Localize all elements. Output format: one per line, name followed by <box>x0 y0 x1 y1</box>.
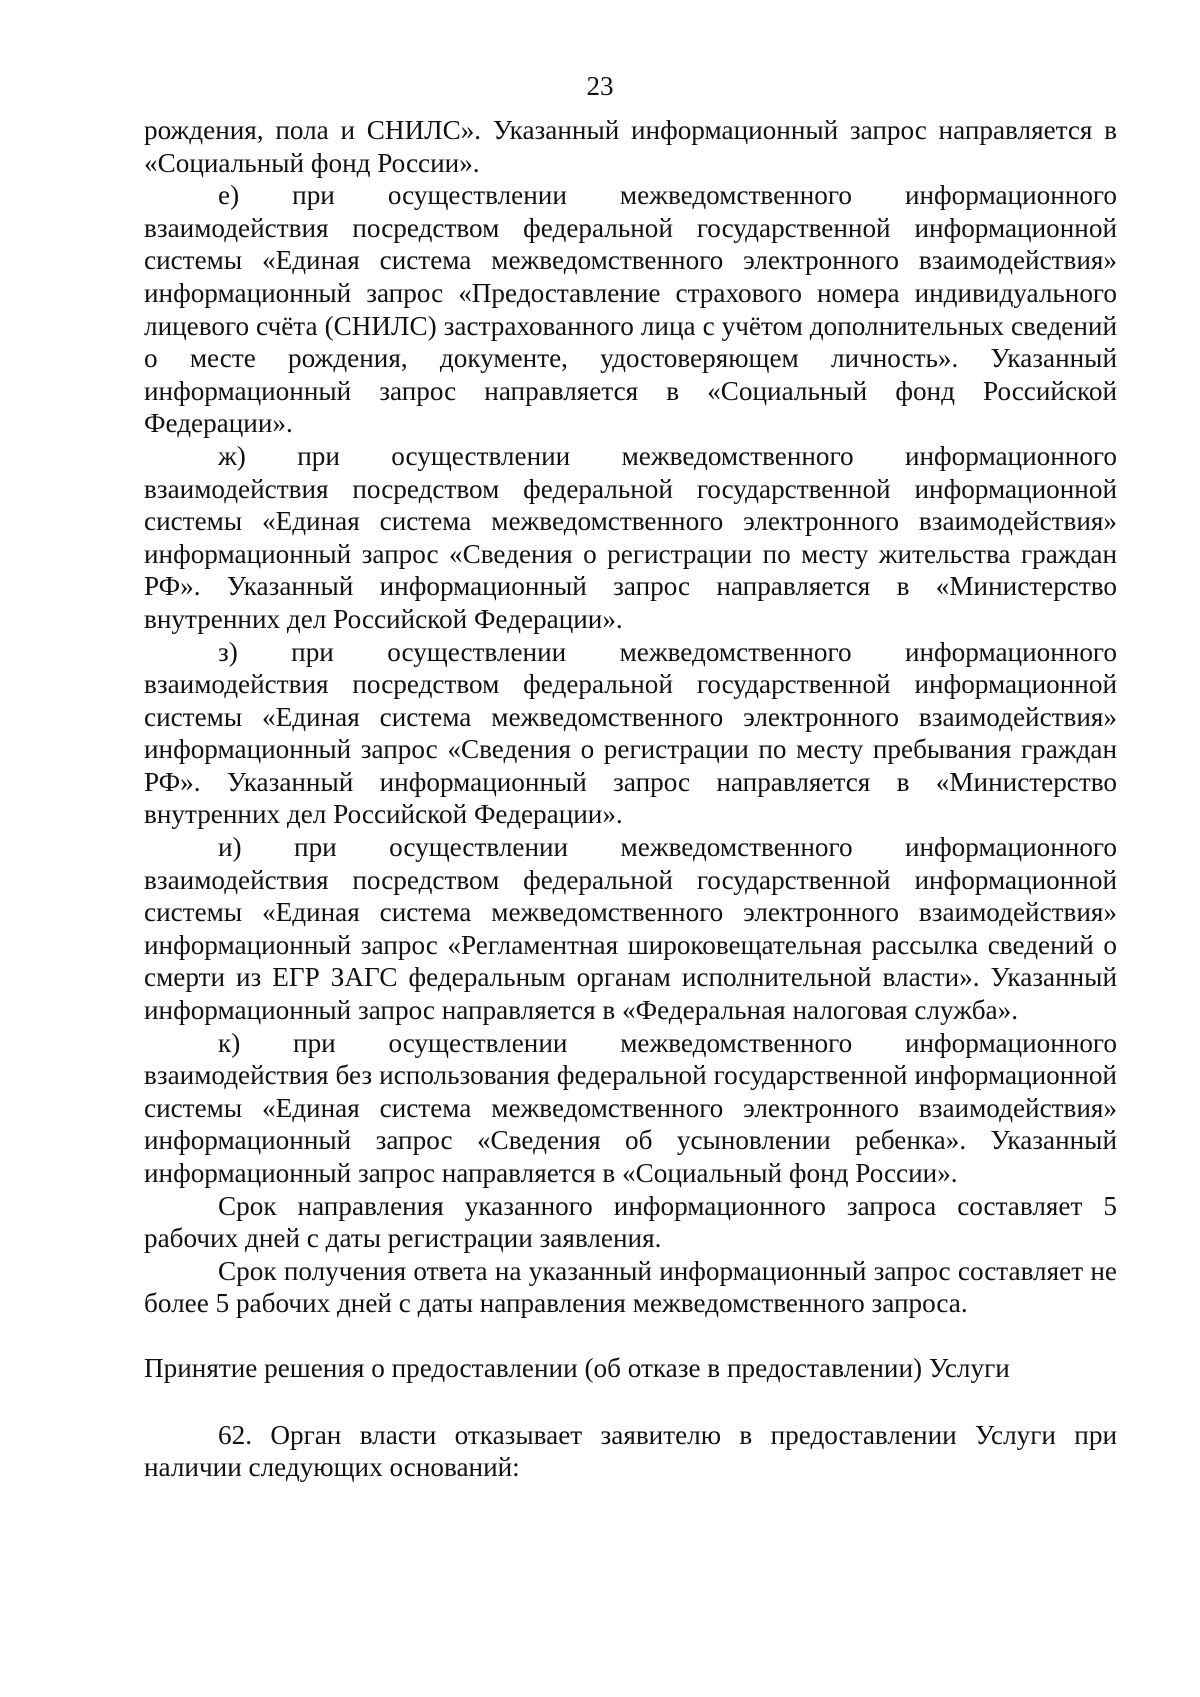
paragraph-item-zh: ж) при осуществлении межведомственного информационного взаимодействия посредством федеральной государственной информационной системы «Единая система межведомственного электронного взаимодействия» информационный запрос «Сведения о регистрации по месту жительства граждан РФ». Указанный информационный запрос направляется в «Министерство внутренних дел Российской Федерации». <box>144 440 1117 634</box>
paragraph-62: 62. Орган власти отказывает заявителю в предоставлении Услуги при наличии следующих оснований: <box>144 1419 1117 1483</box>
paragraph-request-deadline: Срок направления указанного информационного запроса составляет 5 рабочих дней с даты регистрации заявления. <box>144 1190 1117 1254</box>
section-heading: Принятие решения о предоставлении (об отказе в предоставлении) Услуги <box>144 1352 1010 1383</box>
paragraph-item-e: е) при осуществлении межведомственного информационного взаимодействия посредством федеральной государственной информационной системы «Единая система межведомственного электронного взаимодействия» информационный запрос «Предоставление страхового номера индивидуального лицевого счёта (СНИЛС) застрахованного лица с учётом дополнительных сведений о месте рождения, документе, удостоверяющем личность». Указанный информационный запрос направляется в «Социальный фонд Российской Федерации». <box>144 180 1117 439</box>
paragraph-continuation: рождения, пола и СНИЛС». Указанный информационный запрос направляется в «Социальный фонд России». <box>144 115 1117 178</box>
paragraph-item-k: к) при осуществлении межведомственного информационного взаимодействия без использования федеральной государственной информационной системы «Единая система межведомственного электронного взаимодействия» информационный запрос «Сведения об усыновлении ребенка». Указанный информационный запрос направляется в «Социальный фонд России». <box>144 1027 1117 1188</box>
paragraph-response-deadline: Срок получения ответа на указанный информационный запрос составляет не более 5 рабочих дней с даты направления межведомственного запроса. <box>144 1255 1117 1319</box>
page-number: 23 <box>586 71 614 101</box>
document-body <box>144 114 1117 1484</box>
paragraph-item-z: з) при осуществлении межведомственного информационного взаимодействия посредством федеральной государственной информационной системы «Единая система межведомственного электронного взаимодействия» информационный запрос «Сведения о регистрации по месту пребывания граждан РФ». Указанный информационный запрос направляется в «Министерство внутренних дел Российской Федерации». <box>144 636 1117 830</box>
paragraph-item-i: и) при осуществлении межведомственного информационного взаимодействия посредством федеральной государственной информационной системы «Единая система межведомственного электронного взаимодействия» информационный запрос «Регламентная широковещательная рассылка сведений о смерти из ЕГР ЗАГС федеральным органам исполнительной власти». Указанный информационный запрос направляется в «Федеральная налоговая служба». <box>144 832 1117 1026</box>
